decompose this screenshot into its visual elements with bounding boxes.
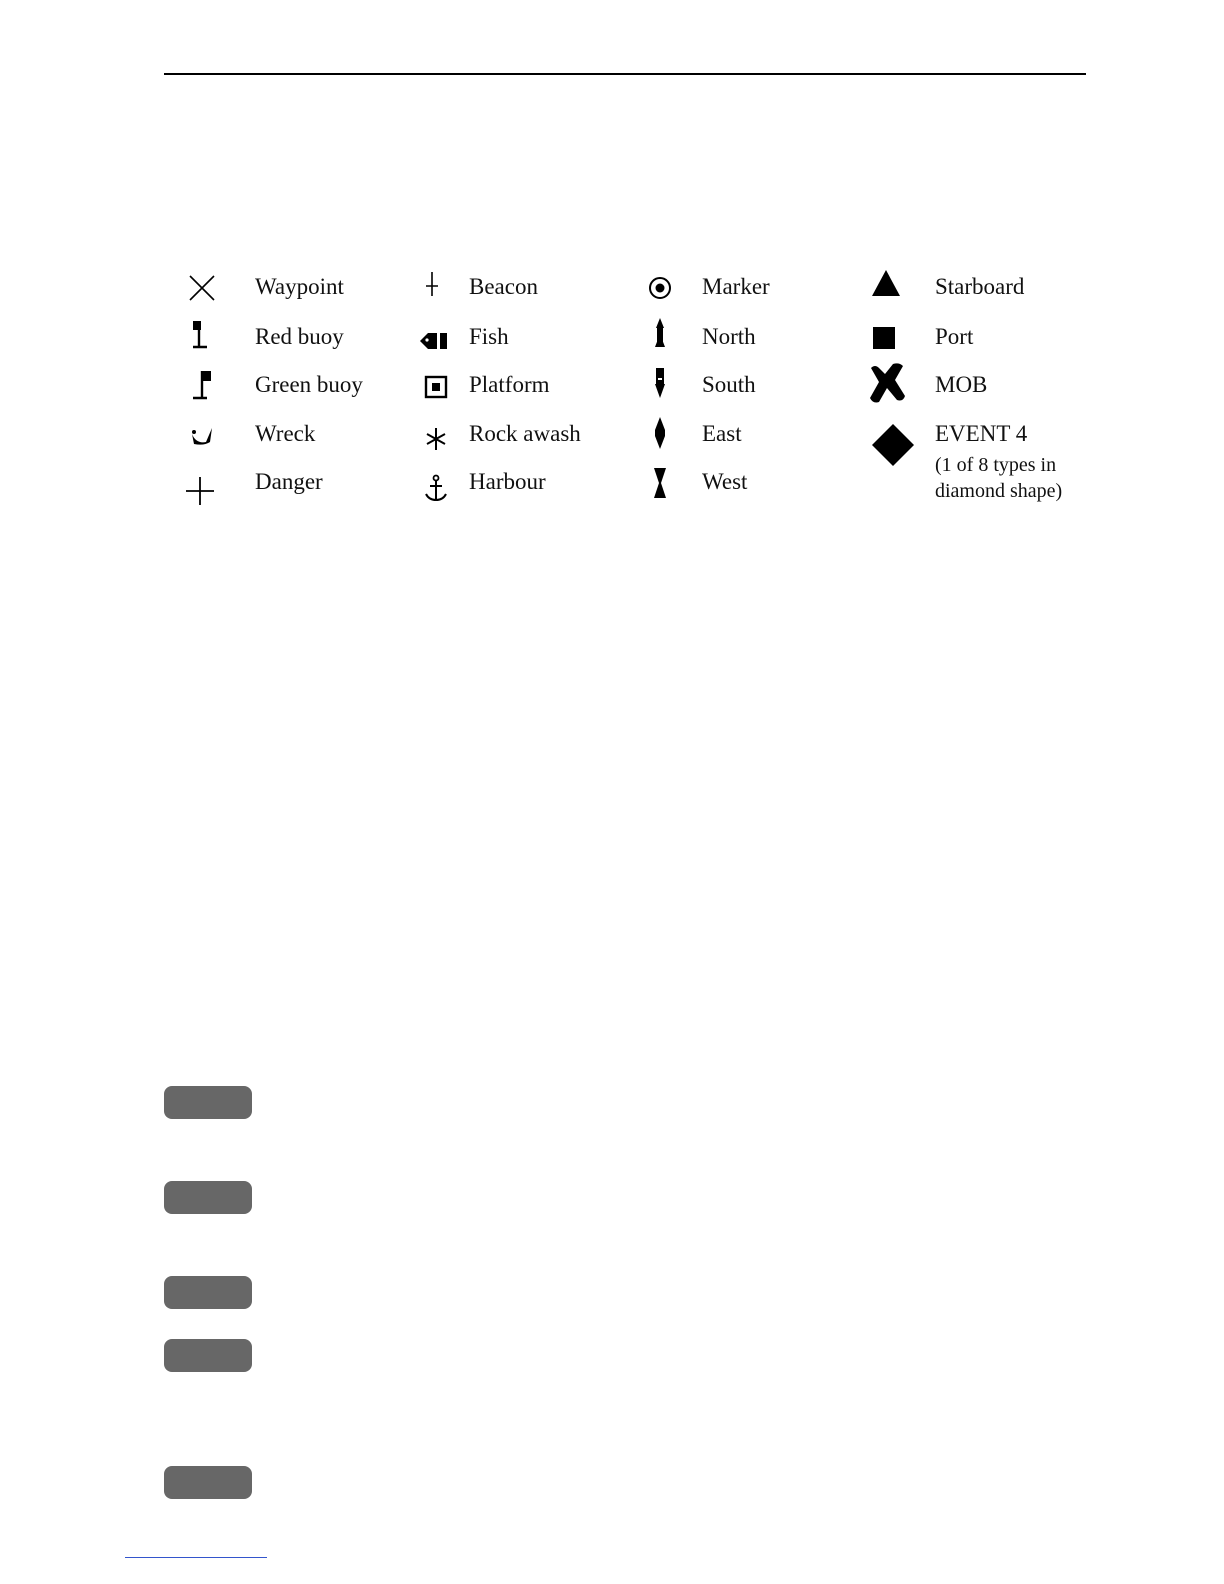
legend-label-red-buoy: Red buoy — [255, 324, 344, 349]
legend-label-mob: MOB — [935, 372, 988, 397]
legend-label-wreck: Wreck — [255, 421, 316, 446]
softkey-1[interactable] — [164, 1086, 252, 1119]
harbour-icon — [416, 469, 456, 509]
legend-label-starboard: Starboard — [935, 274, 1025, 299]
legend-label-waypoint: Waypoint — [255, 274, 344, 299]
port-icon — [864, 318, 904, 358]
green-buoy-icon — [182, 367, 222, 407]
legend-label-marker: Marker — [702, 274, 770, 299]
legend-label-harbour: Harbour — [469, 469, 546, 494]
event-note-line-1: (1 of 8 types in — [935, 454, 1057, 476]
event-note-line-2: diamond shape) — [935, 480, 1063, 502]
legend-label-port: Port — [935, 324, 974, 349]
waypoint-icon — [182, 268, 222, 308]
fish-icon — [415, 321, 455, 361]
legend-label-event: EVENT 4 — [935, 421, 1028, 446]
legend-label-green-buoy: Green buoy — [255, 372, 363, 397]
legend-label-danger: Danger — [255, 469, 323, 494]
west-cardinal-icon — [640, 463, 680, 503]
legend-label-rock-awash: Rock awash — [469, 421, 581, 446]
softkey-5[interactable] — [164, 1466, 252, 1499]
mob-icon — [865, 360, 911, 406]
footnote-rule — [125, 1557, 267, 1558]
wreck-icon — [182, 416, 222, 456]
marker-icon — [640, 268, 680, 308]
event-diamond-icon — [869, 421, 917, 469]
softkey-4[interactable] — [164, 1339, 252, 1372]
north-cardinal-icon — [640, 314, 680, 354]
legend-label-west: West — [702, 469, 748, 494]
legend-label-north: North — [702, 324, 756, 349]
east-cardinal-icon — [640, 413, 680, 453]
softkey-2[interactable] — [164, 1181, 252, 1214]
platform-icon — [416, 367, 456, 407]
danger-icon — [180, 471, 220, 511]
legend-label-beacon: Beacon — [469, 274, 538, 299]
rock-awash-icon — [416, 419, 456, 459]
legend-label-fish: Fish — [469, 324, 509, 349]
south-cardinal-icon — [640, 364, 680, 404]
legend-label-south: South — [702, 372, 756, 397]
starboard-icon — [866, 264, 906, 304]
legend-label-east: East — [702, 421, 742, 446]
legend-label-platform: Platform — [469, 372, 550, 397]
softkey-3[interactable] — [164, 1276, 252, 1309]
header-rule — [164, 73, 1086, 75]
red-buoy-icon — [182, 318, 222, 358]
beacon-icon — [412, 266, 452, 306]
